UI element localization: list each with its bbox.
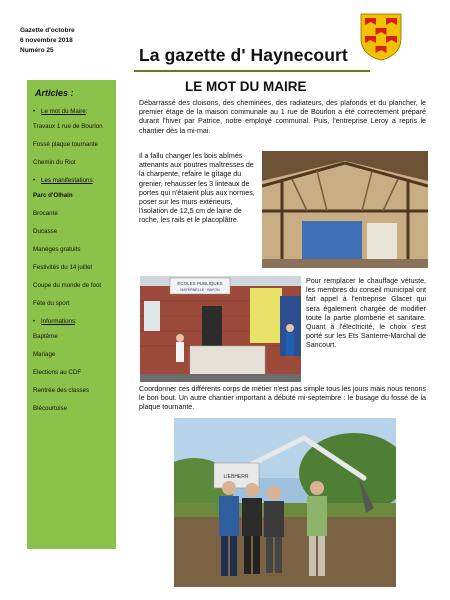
- photo-school-building: [140, 276, 301, 382]
- sidebar-item[interactable]: Coupe du monde de foot: [33, 282, 102, 289]
- sidebar-item[interactable]: Mariage: [33, 351, 56, 358]
- photo-attic-framework: [262, 151, 428, 268]
- article-paragraph: Il a fallu changer les bois abîmés attenants aux poutres maîtresses de la charpente, refaire le gîtage du grenier, rehausser les 3 linteaux de portes qui n'étaient plus aux normes, poser sur les murs extérieurs, l'isolation de 12,5 cm de laine de roche, les rails et le placoplâtre.: [139, 152, 255, 225]
- sign-text: MATERNELLE · BAYON: [180, 288, 220, 292]
- article-paragraph: Pour remplacer le chauffage vétuste, les membres du conseil municipal ont fait appel à l'entreprise Glacet qui sera également chargée de modifier toute la partie plomberie et sanitaire. Quant à l'électricité, le choix s'est porté sur les Ets Santerre-Marchal de Sancourt.: [306, 277, 426, 350]
- page-header: [0, 0, 450, 75]
- bullet-icon: •: [33, 177, 36, 184]
- sidebar-group-suffix: :: [85, 108, 88, 115]
- sidebar-item[interactable]: Festivités du 14 juillet: [33, 264, 93, 271]
- sidebar-item[interactable]: Rentrée des classes: [33, 387, 90, 394]
- sidebar-group-label[interactable]: Les manifestations: [41, 177, 93, 184]
- machine-brand-text: LIEBHERR: [223, 474, 249, 480]
- issue-date: 6 novembre 2018: [20, 37, 73, 44]
- sidebar-group-informations[interactable]: [33, 318, 116, 325]
- sidebar-item[interactable]: Parc d'Olhain: [33, 192, 73, 199]
- issue-number: Numéro 25: [20, 47, 54, 54]
- sidebar-item[interactable]: Ducasse: [33, 228, 58, 235]
- sidebar-item[interactable]: Blécourtoise: [33, 405, 68, 412]
- article-title: LE MOT DU MAIRE: [185, 79, 307, 94]
- sidebar-item[interactable]: Baptême: [33, 333, 58, 340]
- sidebar-item[interactable]: Chemin du Riot: [33, 159, 76, 166]
- sign-text: ÉCOLES PUBLIQUES: [177, 281, 223, 286]
- sidebar-title: Articles :: [35, 88, 74, 98]
- sidebar-group-label[interactable]: Informations: [41, 318, 76, 325]
- sidebar-item[interactable]: Brocante: [33, 210, 58, 217]
- issue-meta: [20, 26, 75, 56]
- sidebar-item[interactable]: Elections au CDF: [33, 369, 82, 376]
- bullet-icon: •: [33, 318, 36, 325]
- sidebar-group-mot-du-maire[interactable]: [33, 108, 116, 115]
- article-paragraph: Débarrassé des cloisons, des cheminées, des radiateurs, des plafonds et du plancher, le premier étage de la maison communale au 1 rue de Bourlon a été correctement préparé durant l'hiver par Patrice, notre employé communal. Puis, l'entreprise Leroy a repris le chantier dès la mi-mai.: [139, 99, 426, 135]
- articles-sidebar: [27, 80, 116, 549]
- gazette-title: La gazette d' Haynecourt: [139, 45, 348, 65]
- sidebar-group-suffix: :: [75, 318, 77, 325]
- sidebar-item[interactable]: Travaux 1 rue de Bourlon: [33, 123, 103, 130]
- sidebar-item[interactable]: Manèges gratuits: [33, 246, 81, 253]
- issue-label: Gazette d'octobre: [20, 27, 75, 34]
- sidebar-group-label[interactable]: Le mot du Maire: [41, 108, 86, 115]
- photo-excavator-team: [174, 418, 396, 587]
- title-rule: [134, 70, 370, 72]
- article-paragraph: Coordonner ces différents corps de métier n'est pas simple tous les jours mais nous tenons le bon bout. Un autre chantier important a débuté mi-septembre : le busage du fossé de la plaque tournante.: [139, 385, 426, 412]
- sidebar-item[interactable]: Fossé plaque tournante: [33, 141, 99, 148]
- coat-of-arms-icon: [360, 13, 402, 61]
- sidebar-item[interactable]: Fête du sport: [33, 300, 70, 307]
- sidebar-group-suffix: :: [92, 177, 95, 184]
- bullet-icon: •: [33, 108, 36, 115]
- sidebar-group-manifestations[interactable]: [33, 177, 116, 184]
